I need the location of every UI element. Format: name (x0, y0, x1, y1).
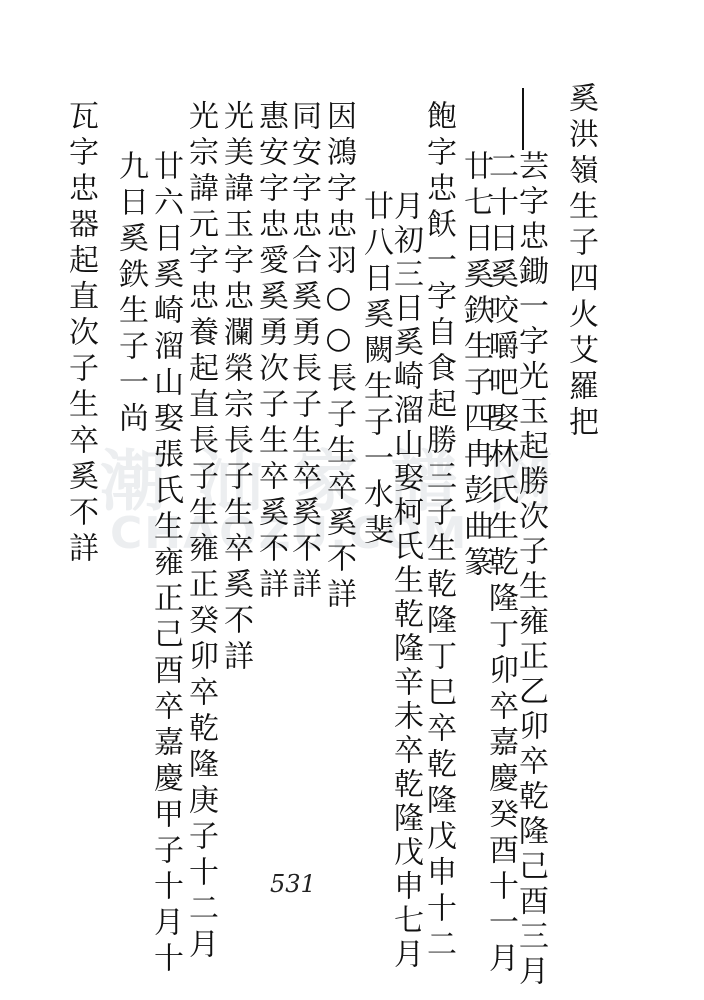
text-column-13: 廿六日奚崎溜山娶張氏生雍正己酉卒嘉慶甲子十月十 (148, 150, 183, 978)
text-column-1: 奚洪嶺生子四火艾羅把 (563, 82, 598, 442)
text-column-12: 光宗諱元字忠養起直長子生雍正癸卯卒乾隆庚子十二月 (183, 100, 218, 964)
text-column-4: 廿七日奚鉄生子四冉彭曲篆 (458, 150, 493, 582)
text-column-8: 因鴻字忠羽○○長子生卒奚不詳 (321, 100, 356, 614)
text-column-6: 月初三日奚崎溜山娶柯氏生乾隆辛未卒乾隆戊申七月 (388, 190, 423, 972)
text-column-2: 芸字忠鋤一字光玉起勝次子生雍正乙卯卒乾隆己酉三月 (513, 150, 548, 990)
margin-rule (522, 88, 524, 150)
text-column-14: 九日奚鉄生子一尚 (113, 150, 148, 438)
watermark-text: 潮 汕 家 譜 网 (100, 443, 558, 520)
text-column-10: 惠安字忠愛奚勇次子生卒奚不詳 (253, 100, 288, 604)
text-column-11: 光美諱玉字忠瀾榮宗長子生卒奚不詳 (218, 100, 253, 676)
text-column-7: 廿八日奚闕生子一水斐 (358, 190, 393, 550)
watermark-url: CHAOZU.COM (110, 508, 469, 559)
text-column-15: 瓦字忠器起直次子生卒奚不詳 (63, 100, 98, 568)
text-column-5: 飽字忠飫一字自食起勝三子生乾隆丁巳卒乾隆戊申十二 (421, 100, 456, 964)
page-number: 531 (270, 870, 316, 898)
text-column-9: 同安字忠合奚勇長子生卒奚不詳 (286, 100, 321, 604)
text-column-3: 二十日奚咬嚼吧娶林氏生乾隆丁卯卒嘉慶癸酉十一月 (483, 150, 518, 978)
